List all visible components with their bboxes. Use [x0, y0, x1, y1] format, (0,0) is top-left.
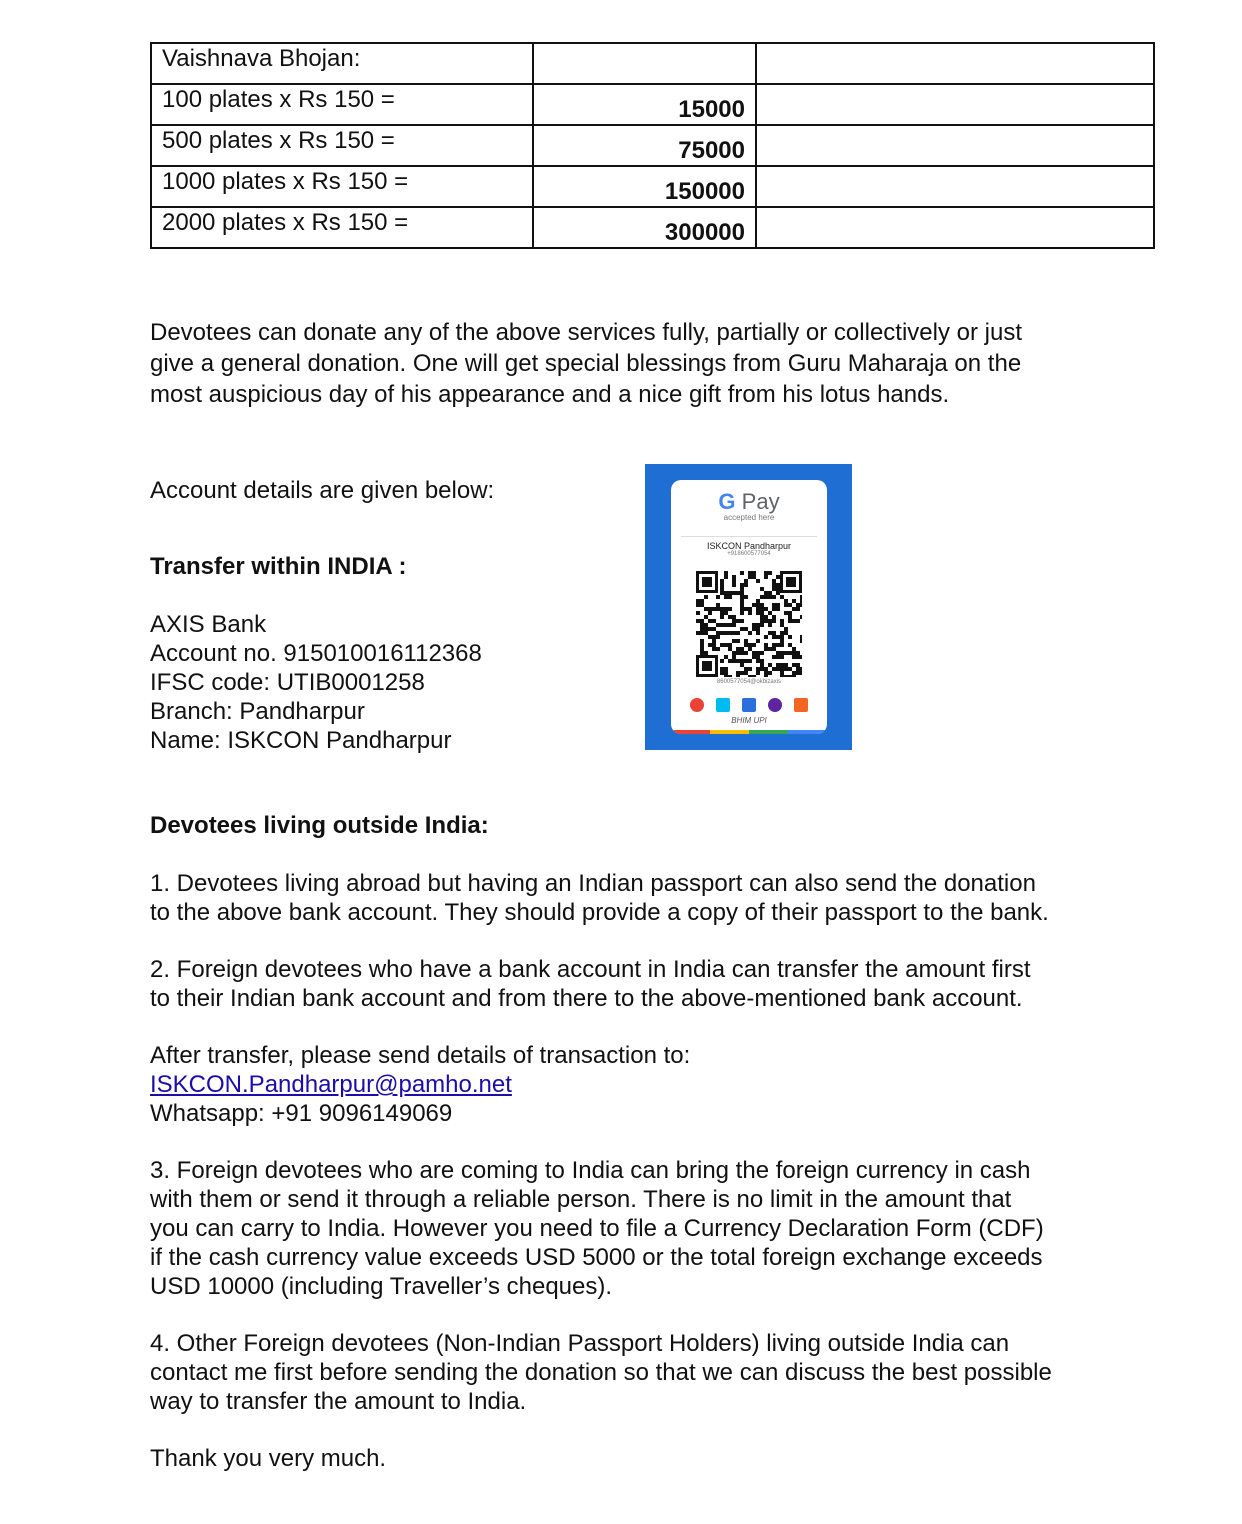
- row-amount: [533, 43, 756, 84]
- contact-block: [150, 1041, 1110, 1128]
- row-amount: 75000: [533, 125, 756, 166]
- table-row: [151, 125, 1154, 166]
- gpay-qr-image: [645, 464, 852, 750]
- point-line: you can carry to India. However you need to file a Currency Declaration Form (CDF): [150, 1215, 1044, 1242]
- paytm-app-icon: [716, 698, 730, 712]
- thank-you: Thank you very much.: [150, 1445, 387, 1472]
- india-transfer-heading: Transfer within INDIA :: [150, 553, 407, 580]
- table-row: [151, 207, 1154, 248]
- bank-name: AXIS Bank: [150, 611, 267, 638]
- point-line: 3. Foreign devotees who are coming to India can bring the foreign currency in cash: [150, 1157, 1031, 1184]
- point-line: way to transfer the amount to India.: [150, 1388, 527, 1415]
- point-3: [150, 1156, 1110, 1301]
- table-row: [151, 43, 1154, 84]
- row-label: 100 plates x Rs 150 =: [151, 84, 533, 125]
- branch: Branch: Pandharpur: [150, 698, 365, 725]
- intro-paragraph: [150, 317, 1110, 410]
- point-1: [150, 869, 1110, 927]
- gpay-app-icon: [690, 698, 704, 712]
- gpay-logo: [671, 489, 827, 515]
- amazonpay-app-icon: [742, 698, 756, 712]
- table-row: [151, 84, 1154, 125]
- point-line: if the cash currency value exceeds USD 5000 or the total foreign exchange exceeds: [150, 1244, 1043, 1271]
- point-4: [150, 1329, 1110, 1416]
- gpay-card: [671, 480, 827, 734]
- row-extra: [756, 166, 1154, 207]
- account-heading: Account details are given below:: [150, 477, 495, 504]
- point-line: 2. Foreign devotees who have a bank account in India can transfer the amount first: [150, 956, 1031, 983]
- point-line: USD 10000 (including Traveller’s cheques).: [150, 1273, 613, 1300]
- payee-name: ISKCON Pandharpur: [681, 536, 817, 551]
- accepted-here: accepted here: [723, 513, 775, 522]
- row-extra: [756, 125, 1154, 166]
- whatsapp-number: Whatsapp: +91 9096149069: [150, 1100, 453, 1127]
- upi-id: 8600577054@okbizaxis: [716, 679, 782, 685]
- point-line: to the above bank account. They should provide a copy of their passport to the bank.: [150, 899, 1049, 926]
- table-row: [151, 166, 1154, 207]
- account-name: Name: ISKCON Pandharpur: [150, 727, 452, 754]
- row-amount: 150000: [533, 166, 756, 207]
- point-2: [150, 955, 1110, 1013]
- bank-details: [150, 610, 1110, 755]
- row-extra: [756, 43, 1154, 84]
- intro-line: give a general donation. One will get special blessings from Guru Maharaja on the: [150, 350, 1022, 377]
- after-transfer-text: After transfer, please send details of transaction to:: [150, 1042, 691, 1069]
- intro-line: Devotees can donate any of the above services fully, partially or collectively or just: [150, 319, 1022, 346]
- intro-line: most auspicious day of his appearance and a nice gift from his lotus hands.: [150, 381, 950, 408]
- payee-phone: +918600577054: [727, 551, 771, 557]
- bhojan-table: [150, 42, 1155, 249]
- email-link[interactable]: ISKCON.Pandharpur@pamho.net: [150, 1071, 512, 1098]
- point-line: contact me first before sending the donation so that we can discuss the best possible: [150, 1359, 1052, 1386]
- row-label: 1000 plates x Rs 150 =: [151, 166, 533, 207]
- payment-apps: [671, 698, 827, 712]
- row-amount: 300000: [533, 207, 756, 248]
- row-label: 500 plates x Rs 150 =: [151, 125, 533, 166]
- point-line: 1. Devotees living abroad but having an Indian passport can also send the donation: [150, 870, 1036, 897]
- row-label: 2000 plates x Rs 150 =: [151, 207, 533, 248]
- qr-code-icon: [696, 571, 802, 677]
- point-line: 4. Other Foreign devotees (Non-Indian Passport Holders) living outside India can: [150, 1330, 1010, 1357]
- row-amount: 15000: [533, 84, 756, 125]
- google-g-icon: G: [718, 489, 736, 514]
- row-label: Vaishnava Bhojan:: [151, 43, 533, 84]
- bhim-upi-logo: BHIM UPI: [731, 716, 767, 725]
- freecharge-app-icon: [794, 698, 808, 712]
- point-line: to their Indian bank account and from there to the above-mentioned bank account.: [150, 985, 1023, 1012]
- google-color-stripe: [671, 730, 827, 734]
- row-extra: [756, 207, 1154, 248]
- gpay-pay-text: Pay: [741, 489, 780, 514]
- outside-india-heading: Devotees living outside India:: [150, 812, 489, 839]
- point-line: with them or send it through a reliable person. There is no limit in the amount that: [150, 1186, 1012, 1213]
- ifsc-code: IFSC code: UTIB0001258: [150, 669, 425, 696]
- phonepe-app-icon: [768, 698, 782, 712]
- row-extra: [756, 84, 1154, 125]
- account-number: Account no. 915010016112368: [150, 640, 482, 667]
